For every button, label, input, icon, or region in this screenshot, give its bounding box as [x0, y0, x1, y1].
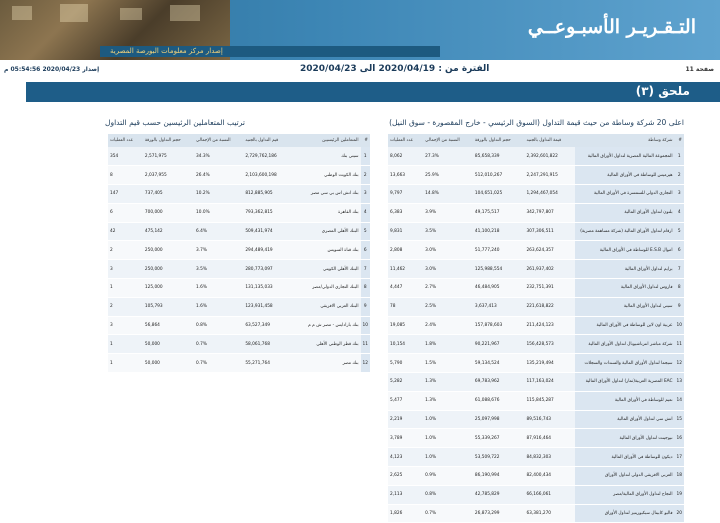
- cell-volume: 105,793: [143, 297, 194, 316]
- row-name: البنك الأهلي الكويتي: [291, 260, 361, 279]
- cell-volume: 157,878,603: [473, 316, 525, 335]
- cell-ops: 2,219: [388, 410, 423, 429]
- column-header: النسبة من الإجمالي: [423, 134, 473, 147]
- cell-ops: 10,154: [388, 335, 423, 354]
- row-rank: 19: [675, 485, 684, 504]
- cell-volume: 104,651,025: [473, 185, 525, 204]
- column-header: قيم التداول بالجنيه: [243, 134, 290, 147]
- report-period: الفترة من : 2020/04/19 الى 2020/04/23: [300, 64, 490, 74]
- cell-ops: 4,123: [388, 448, 423, 467]
- cell-ops: 6: [108, 203, 143, 222]
- column-header: المتعاملين الرئيسيين: [291, 134, 361, 147]
- table-header-row: [108, 134, 370, 147]
- row-rank: 18: [675, 467, 684, 486]
- cell-ops: 1: [108, 279, 143, 298]
- cell-volume: 86,190,994: [473, 467, 525, 486]
- table-row: [388, 448, 684, 467]
- cell-volume: 49,175,517: [473, 203, 525, 222]
- cell-pct: 0.8%: [194, 316, 243, 335]
- row-rank: 7: [675, 260, 684, 279]
- row-name: بنك مصر: [291, 354, 361, 373]
- cell-volume: 42,785,829: [473, 485, 525, 504]
- cell-value: 135,219,494: [524, 354, 574, 373]
- cell-pct: 1.0%: [423, 448, 473, 467]
- cell-volume: 69,783,962: [473, 373, 525, 392]
- table-header-row: [388, 134, 684, 147]
- row-name: نيوجينت لتداول الأوراق المالية: [575, 429, 675, 448]
- cell-ops: 11,462: [388, 260, 423, 279]
- table-row: [388, 504, 684, 523]
- cell-ops: 78: [388, 297, 423, 316]
- cell-ops: 3: [108, 260, 143, 279]
- cell-value: 294,489,419: [243, 241, 290, 260]
- row-rank: 16: [675, 429, 684, 448]
- table-row: [108, 147, 370, 166]
- row-name: سيجما لتداول الأوراق المالية والسندات والسجلات: [575, 354, 675, 373]
- table-row: [388, 391, 684, 410]
- row-name: بنك قناة السويس: [291, 241, 361, 260]
- cell-pct: 0.7%: [194, 354, 243, 373]
- table-row: [388, 485, 684, 504]
- table-row: [108, 316, 370, 335]
- table-row: [108, 241, 370, 260]
- cell-pct: 3.0%: [423, 241, 473, 260]
- row-rank: 10: [361, 316, 370, 335]
- cell-ops: 6,383: [388, 203, 423, 222]
- cell-pct: 2.4%: [423, 316, 473, 335]
- section-title: ملحق (٣): [635, 84, 690, 98]
- row-name: فاروس لتداول الأوراق المالية: [575, 279, 675, 298]
- table-row: [388, 203, 684, 222]
- cell-value: 263,624,357: [524, 241, 574, 260]
- cell-value: 87,916,464: [524, 429, 574, 448]
- table-row: [108, 335, 370, 354]
- cell-volume: 56,864: [143, 316, 194, 335]
- row-name: البنك الأهلي المصري: [291, 222, 361, 241]
- cell-pct: 10.0%: [194, 203, 243, 222]
- cell-value: 117,163,024: [524, 373, 574, 392]
- row-rank: 17: [675, 448, 684, 467]
- row-rank: 9: [361, 297, 370, 316]
- cell-ops: 19,085: [388, 316, 423, 335]
- table-row: [108, 260, 370, 279]
- cell-pct: 3.7%: [194, 241, 243, 260]
- cell-volume: 2,037,955: [143, 166, 194, 185]
- row-name: عربية اون لاين للوساطة في الأوراق المالية: [575, 316, 675, 335]
- cell-pct: 34.3%: [194, 147, 243, 166]
- table-row: [388, 410, 684, 429]
- cell-pct: 1.8%: [423, 335, 473, 354]
- row-name: بلتون لتداول الأوراق المالية: [575, 203, 675, 222]
- cell-ops: 5,477: [388, 391, 423, 410]
- cell-volume: 125,988,554: [473, 260, 525, 279]
- cell-pct: 1.0%: [423, 410, 473, 429]
- cell-value: 63,527,349: [243, 316, 290, 335]
- row-rank: 5: [361, 222, 370, 241]
- row-rank: 1: [675, 147, 684, 166]
- cell-value: 232,751,391: [524, 279, 574, 298]
- cell-ops: 2,113: [388, 485, 423, 504]
- cell-ops: 1: [108, 354, 143, 373]
- cell-volume: 2,571,975: [143, 147, 194, 166]
- cell-value: 221,618,822: [524, 297, 574, 316]
- table-row: [108, 297, 370, 316]
- info-row: [0, 64, 720, 78]
- row-rank: 2: [361, 166, 370, 185]
- cell-volume: 61,088,676: [473, 391, 525, 410]
- table-row: [108, 203, 370, 222]
- cell-value: 66,166,061: [524, 485, 574, 504]
- row-name: برايم لتداول الأوراق المالية: [575, 260, 675, 279]
- row-name: نعيم للوساطة في الأوراق المالية: [575, 391, 675, 410]
- cell-volume: 475,142: [143, 222, 194, 241]
- row-name: سيتي بنك: [291, 147, 361, 166]
- table-row: [388, 429, 684, 448]
- cell-value: 211,424,123: [524, 316, 574, 335]
- cell-volume: 50,000: [143, 335, 194, 354]
- table-row: [388, 297, 684, 316]
- page-number: صفحة 11: [685, 66, 714, 73]
- cell-ops: 9,797: [388, 185, 423, 204]
- cell-pct: 0.7%: [194, 335, 243, 354]
- cell-pct: 3.5%: [194, 260, 243, 279]
- cell-value: 63,381,270: [524, 504, 574, 523]
- row-rank: 9: [675, 297, 684, 316]
- cell-pct: 26.4%: [194, 166, 243, 185]
- cell-ops: 42: [108, 222, 143, 241]
- cell-ops: 2,625: [388, 467, 423, 486]
- cell-value: 2,729,762,186: [243, 147, 290, 166]
- org-name: إصدار مركز معلومات البورصة المصرية: [110, 47, 223, 55]
- table-row: [388, 241, 684, 260]
- row-name: EAC المصرية العربية(ثمار) لتداول الأوراق المالية: [575, 373, 675, 392]
- report-title: التـقـريـر الأسبـوعــي: [527, 16, 696, 38]
- cell-value: 280,773,097: [243, 260, 290, 279]
- cell-pct: 1.6%: [194, 279, 243, 298]
- cell-pct: 10.2%: [194, 185, 243, 204]
- cell-volume: 26,873,299: [473, 504, 525, 523]
- row-rank: 11: [361, 335, 370, 354]
- cell-volume: 737,405: [143, 185, 194, 204]
- cell-value: 115,845,287: [524, 391, 574, 410]
- row-rank: 10: [675, 316, 684, 335]
- cell-value: 89,516,743: [524, 410, 574, 429]
- cell-volume: 50,000: [143, 354, 194, 373]
- cell-volume: 51,777,240: [473, 241, 525, 260]
- cell-pct: 2.7%: [423, 279, 473, 298]
- row-rank: 8: [361, 279, 370, 298]
- table-row: [108, 222, 370, 241]
- cell-ops: 3,789: [388, 429, 423, 448]
- row-name: شركة مباشر انترناشيونال لتداول الأوراق المالية: [575, 335, 675, 354]
- row-name: بنك الكويت الوطني: [291, 166, 361, 185]
- section-bar: [26, 82, 720, 102]
- cell-value: 2,392,601,822: [524, 147, 574, 166]
- cell-pct: 0.7%: [423, 504, 473, 523]
- cell-volume: 700,000: [143, 203, 194, 222]
- cell-pct: 3.0%: [423, 260, 473, 279]
- column-header: قيمة التداول بالجنيه: [524, 134, 574, 147]
- cell-ops: 8,062: [388, 147, 423, 166]
- cell-pct: 1.3%: [423, 373, 473, 392]
- cell-ops: 354: [108, 147, 143, 166]
- row-rank: 6: [675, 241, 684, 260]
- cell-ops: 4,447: [388, 279, 423, 298]
- row-rank: 15: [675, 410, 684, 429]
- row-name: ديكون للوساطة في الأوراق المالية: [575, 448, 675, 467]
- row-name: اتش سي لتداول الأوراق المالية: [575, 410, 675, 429]
- cell-pct: 1.3%: [423, 391, 473, 410]
- row-name: بنك قطر الوطني الأهلي: [291, 335, 361, 354]
- row-name: بنك اتش اس بي سي مصر: [291, 185, 361, 204]
- cell-pct: 1.0%: [423, 429, 473, 448]
- row-name: البنك العربي الافريقي: [291, 297, 361, 316]
- cell-value: 123,931,458: [243, 297, 290, 316]
- cell-value: 58,061,768: [243, 335, 290, 354]
- cell-pct: 1.6%: [194, 297, 243, 316]
- issue-timestamp: إصدار 2020/04/23 05:54:56 م: [4, 66, 100, 73]
- cell-ops: 5,790: [388, 354, 423, 373]
- brokers-table-heading: اعلى 20 شركة وساطة من حيث قيمة التداول (السوق الرئيسي - خارج المقصورة - سوق النيل): [389, 118, 684, 127]
- cell-value: 261,937,402: [524, 260, 574, 279]
- cell-ops: 13,663: [388, 166, 423, 185]
- row-rank: 6: [361, 241, 370, 260]
- cell-volume: 90,221,967: [473, 335, 525, 354]
- cell-value: 509,431,974: [243, 222, 290, 241]
- column-header: #: [675, 134, 684, 147]
- cell-volume: 85,658,339: [473, 147, 525, 166]
- cell-pct: 2.5%: [423, 297, 473, 316]
- row-rank: 3: [675, 185, 684, 204]
- cell-pct: 25.9%: [423, 166, 473, 185]
- cell-ops: 1,826: [388, 504, 423, 523]
- cell-volume: 512,010,267: [473, 166, 525, 185]
- row-name: التجاري الدولي للسمسرة في الأوراق المالية: [575, 185, 675, 204]
- table-row: [388, 373, 684, 392]
- table-row: [388, 279, 684, 298]
- column-header: النسبة من الإجمالي: [194, 134, 243, 147]
- cell-value: 82,400,434: [524, 467, 574, 486]
- cell-ops: 9,831: [388, 222, 423, 241]
- cell-volume: 55,339,267: [473, 429, 525, 448]
- cell-value: 307,306,511: [524, 222, 574, 241]
- column-header: عدد العمليات: [388, 134, 423, 147]
- table-row: [388, 166, 684, 185]
- report-banner: [0, 0, 720, 60]
- cell-value: 1,294,467,054: [524, 185, 574, 204]
- cell-pct: 0.9%: [423, 467, 473, 486]
- cell-ops: 2: [108, 241, 143, 260]
- cell-ops: 147: [108, 185, 143, 204]
- cell-value: 2,103,600,198: [243, 166, 290, 185]
- row-rank: 11: [675, 335, 684, 354]
- row-rank: 7: [361, 260, 370, 279]
- table-row: [388, 316, 684, 335]
- row-rank: 12: [361, 354, 370, 373]
- cell-ops: 2,808: [388, 241, 423, 260]
- cell-value: 2,247,291,915: [524, 166, 574, 185]
- cell-pct: 3.9%: [423, 203, 473, 222]
- row-rank: 12: [675, 354, 684, 373]
- cell-value: 156,428,573: [524, 335, 574, 354]
- row-rank: 3: [361, 185, 370, 204]
- cell-volume: 53,509,722: [473, 448, 525, 467]
- table-row: [388, 467, 684, 486]
- table-row: [388, 354, 684, 373]
- cell-value: 55,271,764: [243, 354, 290, 373]
- cell-volume: 25,097,998: [473, 410, 525, 429]
- cell-volume: 41,100,218: [473, 222, 525, 241]
- row-name: النجاح لتداول الأوراق المالية/مصر: [575, 485, 675, 504]
- table-row: [108, 354, 370, 373]
- cell-volume: 250,000: [143, 260, 194, 279]
- table-row: [388, 222, 684, 241]
- cell-volume: 125,000: [143, 279, 194, 298]
- cell-value: 812,885,905: [243, 185, 290, 204]
- cell-pct: 6.4%: [194, 222, 243, 241]
- row-name: بنك بارادايس - مصر ش م م: [291, 316, 361, 335]
- row-rank: 20: [675, 504, 684, 523]
- row-name: هيرميس للوساطة في الأوراق المالية: [575, 166, 675, 185]
- table-row: [108, 279, 370, 298]
- cell-volume: 250,000: [143, 241, 194, 260]
- cell-value: 84,832,303: [524, 448, 574, 467]
- row-rank: 2: [675, 166, 684, 185]
- row-rank: 1: [361, 147, 370, 166]
- table-row: [108, 185, 370, 204]
- cell-volume: 46,484,905: [473, 279, 525, 298]
- row-rank: 14: [675, 391, 684, 410]
- row-rank: 5: [675, 222, 684, 241]
- row-rank: 4: [361, 203, 370, 222]
- column-header: حجم التداول بالورقة: [473, 134, 525, 147]
- row-name: بنك القاهرة: [291, 203, 361, 222]
- cell-value: 342,797,807: [524, 203, 574, 222]
- cell-value: 131,135,033: [243, 279, 290, 298]
- column-header: #: [361, 134, 370, 147]
- table-row: [388, 260, 684, 279]
- cell-pct: 14.8%: [423, 185, 473, 204]
- table-row: [388, 185, 684, 204]
- cell-ops: 2: [108, 297, 143, 316]
- row-name: البنك التجاري الدولي/مصر: [291, 279, 361, 298]
- cell-pct: 3.5%: [423, 222, 473, 241]
- cell-volume: 3,637,413: [473, 297, 525, 316]
- cell-ops: 5,282: [388, 373, 423, 392]
- cell-value: 793,362,815: [243, 203, 290, 222]
- cell-pct: 1.5%: [423, 354, 473, 373]
- dealers-table: [108, 134, 370, 373]
- row-name: اموال E.S.B للوساطة في الأوراق المالية: [575, 241, 675, 260]
- dealers-table-heading: ترتيب المتعاملين الرئيسين حسب قيم التداول: [105, 118, 245, 127]
- cell-pct: 27.3%: [423, 147, 473, 166]
- row-rank: 8: [675, 279, 684, 298]
- row-name: ارقام لتداول الأوراق المالية (شركة مساهمة مصرية): [575, 222, 675, 241]
- brokers-table: [388, 134, 684, 523]
- cell-ops: 1: [108, 335, 143, 354]
- table-row: [108, 166, 370, 185]
- column-header: عدد العمليات: [108, 134, 143, 147]
- row-rank: 4: [675, 203, 684, 222]
- row-name: فاليو كابيتال سيكيوريتيز لتداول الأوراق: [575, 504, 675, 523]
- row-name: العربي الافريقي الدولي لتداول الأوراق: [575, 467, 675, 486]
- table-row: [388, 147, 684, 166]
- cell-ops: 3: [108, 316, 143, 335]
- cell-ops: 8: [108, 166, 143, 185]
- cell-volume: 59,134,524: [473, 354, 525, 373]
- table-row: [388, 335, 684, 354]
- column-header: شركة وساطة: [575, 134, 675, 147]
- row-rank: 13: [675, 373, 684, 392]
- row-name: سيتي لتداول الأوراق المالية: [575, 297, 675, 316]
- column-header: حجم التداول بالورقة: [143, 134, 194, 147]
- cell-pct: 0.8%: [423, 485, 473, 504]
- row-name: المجموعة المالية المصرية لتداول الأوراق المالية: [575, 147, 675, 166]
